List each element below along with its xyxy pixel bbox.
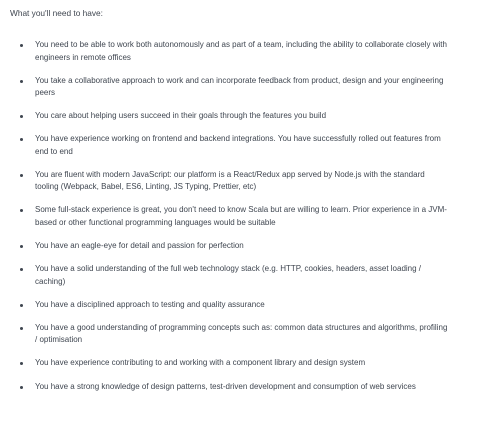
list-item-text: You are fluent with modern JavaScript: our platform is a React/Redux app served by Node.js with the standard tooling (Webpack, Babel, ES6, Linting, JS Typing, Prettier, etc) bbox=[35, 169, 425, 192]
bullet-icon bbox=[20, 174, 23, 177]
list-item bbox=[10, 381, 470, 394]
list-item bbox=[10, 39, 470, 64]
list-item-text: You have a good understanding of programming concepts such as: common data structures and algorithms, profiling / optimisation bbox=[35, 322, 448, 345]
bullet-icon bbox=[20, 115, 23, 118]
list-item bbox=[10, 204, 470, 229]
bullet-icon bbox=[20, 209, 23, 212]
bullet-icon bbox=[20, 362, 23, 365]
bullet-icon bbox=[20, 245, 23, 248]
requirements-list bbox=[10, 39, 470, 393]
list-item-text: You have a solid understanding of the full web technology stack (e.g. HTTP, cookies, headers, asset loading / caching) bbox=[35, 264, 422, 286]
list-item bbox=[10, 110, 470, 123]
list-item bbox=[10, 240, 470, 253]
section-heading: What you'll need to have: bbox=[10, 8, 103, 18]
list-item-text: You have experience contributing to and working with a component library and design system bbox=[35, 358, 366, 368]
list-item bbox=[10, 263, 470, 288]
list-item bbox=[10, 169, 470, 194]
list-item-text: You take a collaborative approach to work and can incorporate feedback from product, design and your engineering peers bbox=[35, 75, 444, 98]
bullet-icon bbox=[20, 386, 23, 389]
bullet-icon bbox=[20, 304, 23, 307]
list-item-text: You have an eagle-eye for detail and passion for perfection bbox=[35, 241, 244, 251]
list-item-text: You have a strong knowledge of design patterns, test-driven development and consumption of web services bbox=[35, 381, 416, 391]
list-item-text: You have experience working on frontend and backend integrations. You have successfully rolled out features from end to end bbox=[35, 134, 441, 156]
list-item bbox=[10, 133, 470, 158]
list-item bbox=[10, 75, 470, 100]
bullet-icon bbox=[20, 268, 23, 271]
list-item bbox=[10, 357, 470, 370]
bullet-icon bbox=[20, 327, 23, 330]
bullet-icon bbox=[20, 80, 23, 83]
list-item-text: You care about helping users succeed in their goals through the features you build bbox=[35, 111, 327, 121]
list-item bbox=[10, 322, 470, 347]
list-item bbox=[10, 299, 470, 312]
list-item-text: Some full-stack experience is great, you don't need to know Scala but are willing to learn. Prior experience in a JVM-based or other functional programming languages would be suitable bbox=[35, 205, 447, 227]
bullet-icon bbox=[20, 138, 23, 141]
list-item-text: You need to be able to work both autonomously and as part of a team, including the ability to collaborate closely with engineers in remote offices bbox=[35, 40, 447, 62]
list-item-text: You have a disciplined approach to testing and quality assurance bbox=[35, 299, 265, 309]
bullet-icon bbox=[20, 44, 23, 47]
